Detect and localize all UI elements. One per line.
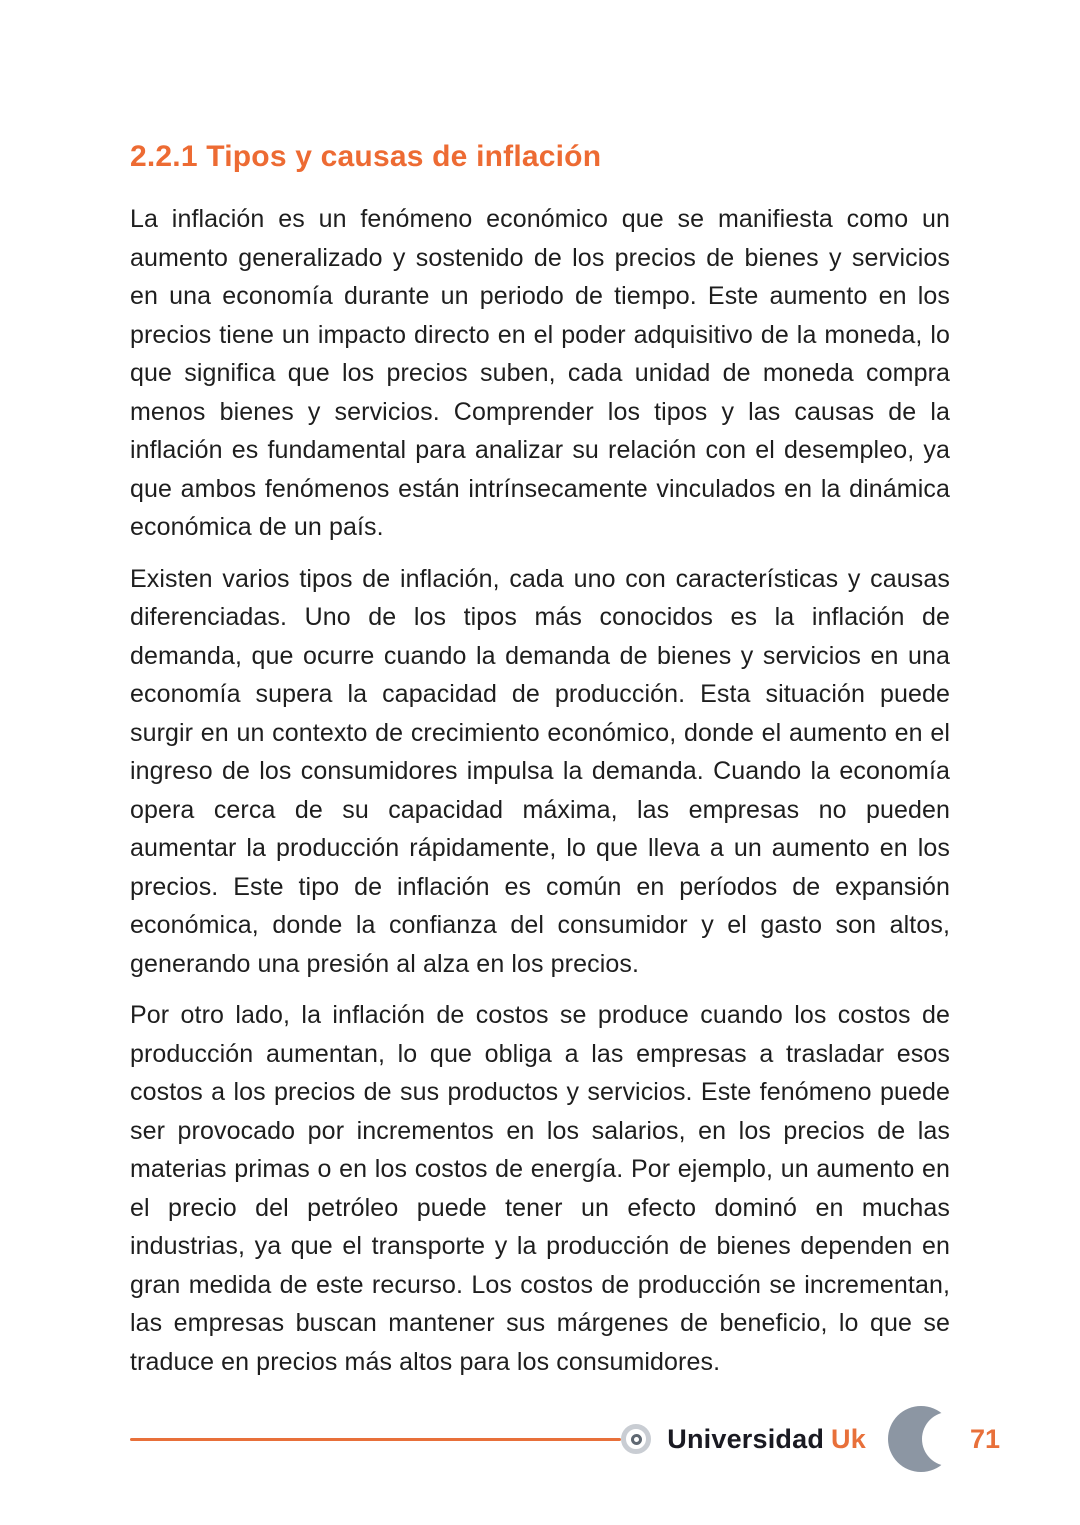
brand-name: Universidad: [667, 1423, 825, 1454]
paragraph-inflation-intro: La inflación es un fenómeno económico que se manifiesta como un aumento generalizado y sostenido de los precios de bienes y servicios en una economía durante un periodo de tiempo. Este aumento en los precios tiene un impacto directo en el poder adquisitivo de la moneda, lo que significa que los precios suben, cada unidad de moneda compra menos bienes y servicios. Comprender los tipos y las causas de la inflación es fundamental para analizar su relación con el desempleo, ya que ambos fenómenos están intrínsecamente vinculados en la dinámica económica de un país.: [130, 205, 950, 541]
paragraph-demand-inflation: Existen varios tipos de inflación, cada uno con características y causas diferenciadas. Uno de los tipos más conocidos es la inflación de demanda, que ocurre cuando la demanda de bienes y servicios en una economía supera la capacidad de producción. Esta situación puede surgir en un contexto de crecimiento económico, donde el aumento en el ingreso de los consumidores impulsa la demanda. Cuando la economía opera cerca de su capacidad máxima, las empresas no pueden aumentar la producción rápidamente, lo que lleva a un aumento en los precios. Este tipo de inflación es común en períodos de expansión económica, donde la confianza del consumidor y el gasto son altos, generando una presión al alza en los precios.: [130, 564, 950, 978]
page-number: 71: [969, 1423, 1000, 1454]
bullseye-center-dot: [631, 1434, 642, 1445]
paragraph-cost-inflation: Por otro lado, la inflación de costos se produce cuando los costos de producción aumentan, lo que obliga a las empresas a trasladar esos costos a los precios de sus productos y servicios. Este fenómeno puede ser provocado por incrementos en los salarios, en los precios de las materias primas o en los costos de energía. Por ejemplo, un aumento en el precio del petróleo puede tener un efecto dominó en muchas industrias, ya que el transporte y la producción de bienes dependen en gran medida de este recurso. Los costos de producción se incrementan, las empresas buscan mantener sus márgenes de beneficio, lo que se traduce en precios más altos para los consumidores.: [130, 1001, 950, 1376]
crescent-icon: [888, 1406, 954, 1472]
page-footer: [130, 1404, 1000, 1474]
footer-divider-line: [130, 1438, 621, 1441]
bullseye-icon: [621, 1424, 651, 1454]
brand-logo: [667, 1424, 866, 1455]
brand-suffix: Uk: [831, 1423, 866, 1454]
section-heading: 2.2.1 Tipos y causas de inflación: [130, 140, 602, 173]
